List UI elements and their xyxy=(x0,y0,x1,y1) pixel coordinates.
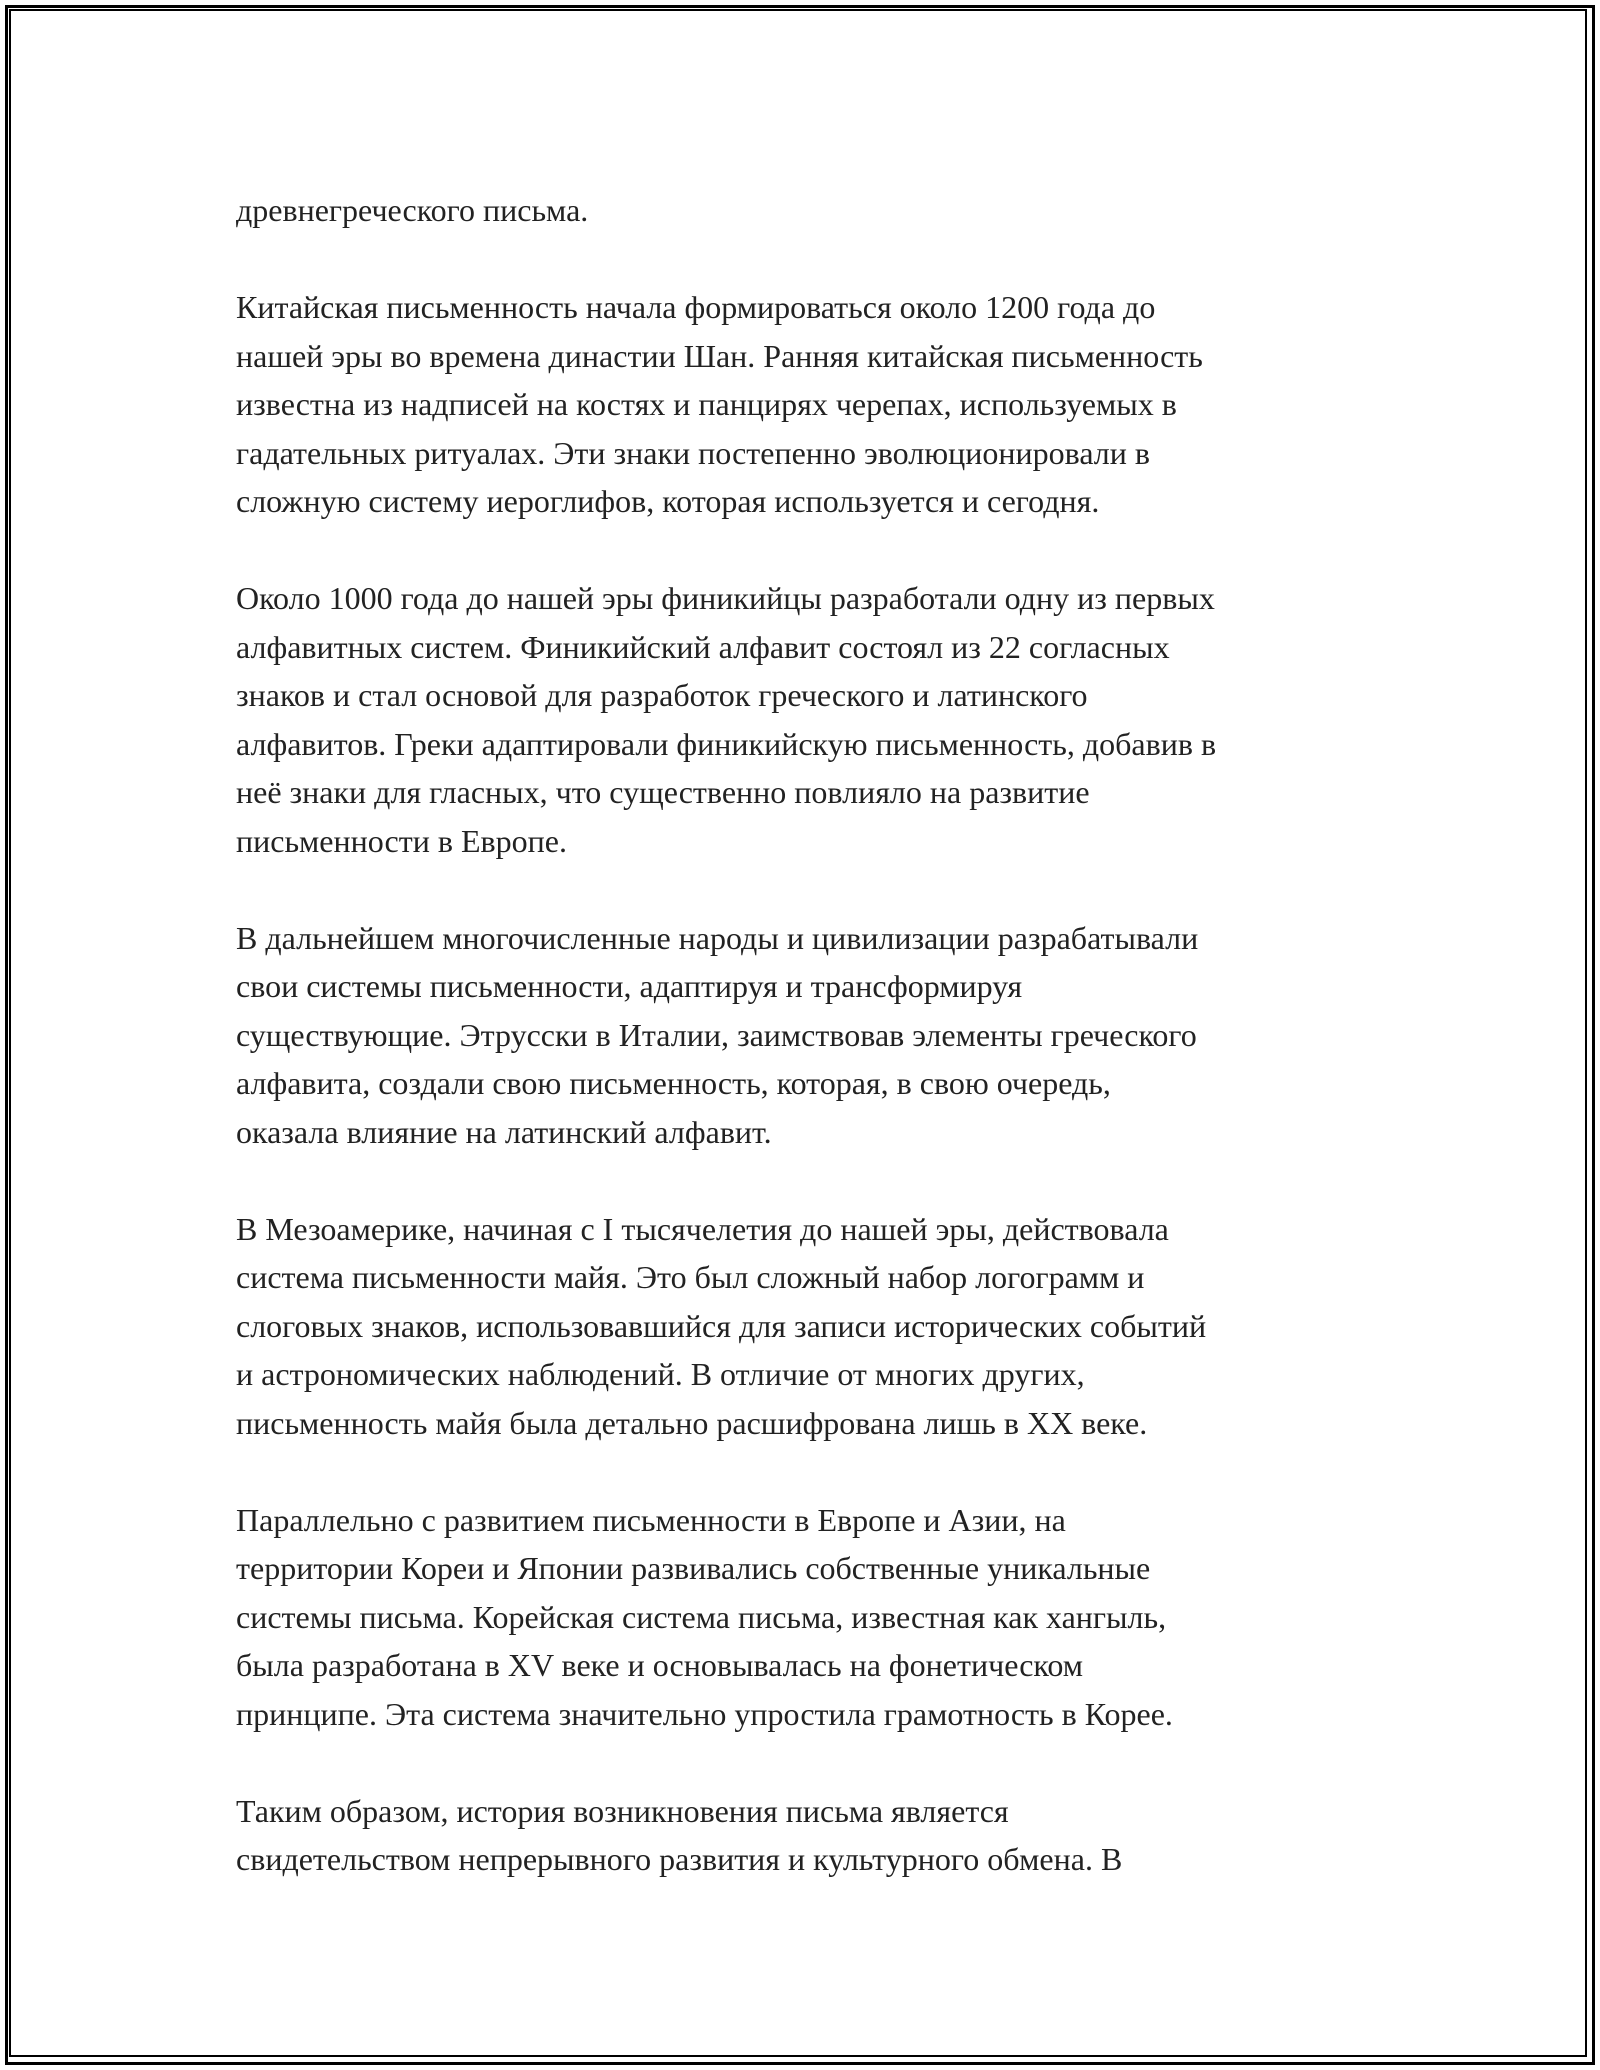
text-line: гадательных ритуалах. Эти знаки постепенно эволюционировали в xyxy=(236,434,1150,471)
text-line: система письменности майя. Это был сложный набор логограмм и xyxy=(236,1259,1145,1295)
text-line: Параллельно с развитием письменности в Европе и Азии, на xyxy=(236,1501,1066,1538)
paragraph-4 xyxy=(236,914,1376,1157)
paragraph-3 xyxy=(236,574,1376,865)
paragraph-6 xyxy=(236,1496,1376,1739)
text-line: письменности в Европе. xyxy=(236,822,567,859)
text-line: существующие. Этрусски в Италии, заимствовав элементы греческого xyxy=(236,1016,1197,1053)
text-line: Около 1000 года до нашей эры финикийцы разработали одну из первых xyxy=(236,580,1215,616)
paragraph-2 xyxy=(236,283,1376,526)
text-line: слоговых знаков, использовавшийся для записи исторических событий xyxy=(236,1307,1207,1344)
text-line: В дальнейшем многочисленные народы и цивилизации разрабатывали xyxy=(236,919,1199,956)
paragraph-gap xyxy=(236,865,1376,914)
text-line: алфавитных систем. Финикийский алфавит состоял из 22 согласных xyxy=(236,628,1170,665)
paragraph-gap xyxy=(236,1447,1376,1496)
text-line: свидетельством непрерывного развития и культурного обмена. В xyxy=(236,1841,1123,1877)
paragraph-gap xyxy=(236,1156,1376,1205)
document-body xyxy=(236,186,1376,1884)
text-line: системы письма. Корейская система письма, известная как хангыль, xyxy=(236,1598,1167,1635)
text-line: знаков и стал основой для разработок греческого и латинского xyxy=(236,677,1088,713)
paragraph-1 xyxy=(236,186,1376,235)
text-line: нашей эры во времена династии Шан. Ранняя китайская письменность xyxy=(236,337,1203,374)
text-line: известна из надписей на костях и панцирях черепах, используемых в xyxy=(236,386,1177,422)
text-line: неё знаки для гласных, что существенно повлияло на развитие xyxy=(236,774,1090,810)
text-line: Китайская письменность начала формироваться около 1200 года до xyxy=(236,289,1156,325)
text-line: оказала влияние на латинский алфавит. xyxy=(236,1113,772,1150)
paragraph-7 xyxy=(236,1787,1376,1884)
paragraph-5 xyxy=(236,1205,1376,1448)
text-line: Таким образом, история возникновения письма является xyxy=(236,1792,1009,1829)
paragraph-gap xyxy=(236,1738,1376,1787)
text-line: письменность майя была детально расшифрована лишь в XX веке. xyxy=(236,1404,1148,1441)
text-line: и астрономических наблюдений. В отличие от многих других, xyxy=(236,1356,1085,1392)
paragraph-gap xyxy=(236,526,1376,575)
text-line: территории Кореи и Японии развивались собственные уникальные xyxy=(236,1550,1151,1586)
text-line: сложную систему иероглифов, которая используется и сегодня. xyxy=(236,483,1100,519)
text-line: свои системы письменности, адаптируя и трансформируя xyxy=(236,968,1023,1004)
text-line: алфавитов. Греки адаптировали финикийскую письменность, добавив в xyxy=(236,725,1217,762)
text-line: принципе. Эта система значительно упростила грамотность в Корее. xyxy=(236,1695,1173,1732)
text-line: древнегреческого письма. xyxy=(236,192,589,228)
text-line: алфавита, создали свою письменность, которая, в свою очередь, xyxy=(236,1065,1111,1101)
paragraph-gap xyxy=(236,235,1376,284)
text-line: была разработана в XV веке и основывалась на фонетическом xyxy=(236,1647,1083,1683)
text-line: В Мезоамерике, начиная с I тысячелетия до нашей эры, действовала xyxy=(236,1210,1169,1247)
